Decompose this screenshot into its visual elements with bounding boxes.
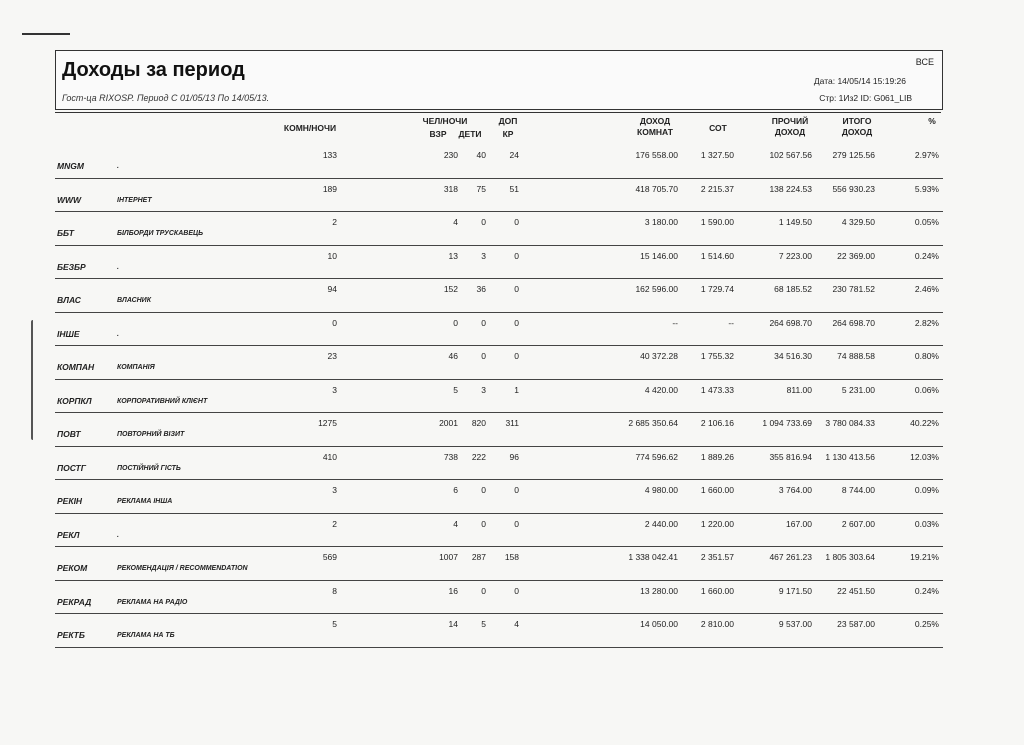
table-row bbox=[55, 379, 943, 414]
segment-code: РЕКРАД bbox=[57, 596, 92, 607]
table-row bbox=[55, 613, 943, 648]
extra-cell: 0 bbox=[514, 485, 519, 495]
report-subtitle: Гост-ца RIXOSP. Период С 01/05/13 По 14/05/13. bbox=[62, 93, 270, 103]
segment-code: ПОСТГ bbox=[57, 462, 86, 473]
room-revenue-cell: 40 372.28 bbox=[640, 351, 678, 361]
avg-cell: 1 660.00 bbox=[700, 485, 734, 495]
other-revenue-cell: 1 149.50 bbox=[778, 217, 812, 227]
adults-cell: 4 bbox=[453, 217, 458, 227]
total-revenue-cell: 22 451.50 bbox=[837, 585, 875, 596]
other-revenue-cell: 264 698.70 bbox=[769, 317, 812, 328]
col-person-nights: ЧЕЛ/НОЧИ bbox=[422, 116, 468, 126]
percent-cell: 2.82% bbox=[914, 317, 939, 328]
extra-cell: 0 bbox=[514, 217, 519, 227]
percent-cell: 0.03% bbox=[914, 518, 939, 529]
report-title: Доходы за период bbox=[62, 59, 245, 81]
avg-cell: 1 755.32 bbox=[700, 351, 734, 361]
other-revenue-cell: 102 567.56 bbox=[769, 150, 812, 160]
extra-cell: 311 bbox=[505, 418, 519, 428]
segment-code: ББТ bbox=[57, 228, 74, 238]
table-row bbox=[55, 211, 943, 246]
percent-cell: 5.93% bbox=[914, 183, 939, 194]
segment-code: КОМПАН bbox=[57, 362, 95, 372]
adults-cell: 152 bbox=[443, 284, 458, 294]
extra-cell: 96 bbox=[509, 451, 519, 462]
adults-cell: 46 bbox=[448, 351, 458, 361]
extra-cell: 0 bbox=[514, 585, 519, 596]
percent-cell: 0.24% bbox=[914, 585, 939, 596]
avg-cell: 1 590.00 bbox=[700, 217, 734, 227]
avg-cell: 2 810.00 bbox=[700, 619, 734, 629]
segment-name: РЕКЛАМА ІНША bbox=[117, 498, 173, 505]
avg-cell: 1 889.26 bbox=[700, 451, 734, 462]
col-room-revenue-bottom: КОМНАТ bbox=[637, 127, 673, 137]
percent-cell: 0.24% bbox=[914, 250, 939, 261]
segment-code: ІНШЕ bbox=[57, 328, 80, 339]
children-cell: 0 bbox=[481, 217, 486, 227]
room-nights-cell: 1275 bbox=[318, 418, 337, 428]
adults-cell: 16 bbox=[448, 585, 458, 596]
segment-code: БЕЗБР bbox=[57, 261, 86, 272]
other-revenue-cell: 9 537.00 bbox=[778, 619, 812, 629]
extra-cell: 0 bbox=[514, 250, 519, 261]
segment-name: КОМПАНІЯ bbox=[117, 364, 155, 371]
children-cell: 0 bbox=[481, 351, 486, 361]
table-row bbox=[55, 479, 943, 514]
avg-cell: 1 220.00 bbox=[700, 518, 734, 529]
segment-name: РЕКЛАМА НА ТБ bbox=[117, 632, 175, 639]
segment-name: . bbox=[117, 330, 119, 338]
extra-cell: 4 bbox=[514, 619, 519, 629]
total-revenue-cell: 1 130 413.56 bbox=[825, 451, 875, 462]
table-row bbox=[55, 580, 943, 615]
adults-cell: 13 bbox=[448, 250, 458, 261]
room-nights-cell: 133 bbox=[322, 150, 337, 160]
room-nights-cell: 3 bbox=[332, 485, 337, 495]
other-revenue-cell: 467 261.23 bbox=[769, 552, 812, 562]
room-revenue-cell: 4 420.00 bbox=[644, 384, 678, 395]
segment-code: РЕКЛ bbox=[57, 529, 80, 540]
segment-code: MNGM bbox=[57, 161, 84, 171]
segment-name: ПОСТІЙНИЙ ГІСТЬ bbox=[117, 464, 181, 472]
percent-cell: 0.09% bbox=[914, 485, 939, 495]
total-revenue-cell: 5 231.00 bbox=[841, 384, 875, 395]
total-revenue-cell: 74 888.58 bbox=[837, 351, 875, 361]
col-room-nights: КОМН/НОЧИ bbox=[283, 123, 337, 133]
table-row bbox=[55, 144, 943, 179]
children-cell: 820 bbox=[471, 418, 486, 428]
children-cell: 222 bbox=[471, 451, 486, 462]
room-revenue-cell: 418 705.70 bbox=[635, 183, 678, 194]
room-revenue-cell: 3 180.00 bbox=[644, 217, 678, 227]
segment-code: WWW bbox=[57, 194, 82, 205]
room-nights-cell: 3 bbox=[332, 384, 337, 395]
col-extra-top: ДОП bbox=[498, 116, 518, 126]
col-other-top: ПРОЧИЙ bbox=[771, 116, 809, 126]
percent-cell: 0.80% bbox=[914, 351, 939, 361]
table-row bbox=[55, 178, 943, 213]
avg-cell: 2 106.16 bbox=[700, 418, 734, 428]
children-cell: 287 bbox=[471, 552, 486, 562]
other-revenue-cell: 811.00 bbox=[786, 384, 812, 395]
room-revenue-cell: -- bbox=[672, 317, 678, 328]
children-cell: 0 bbox=[481, 585, 486, 596]
avg-cell: 1 729.74 bbox=[700, 284, 734, 294]
room-nights-cell: 5 bbox=[332, 619, 337, 629]
room-revenue-cell: 774 596.62 bbox=[635, 451, 678, 462]
segment-code: РЕКТБ bbox=[57, 630, 85, 640]
room-revenue-cell: 176 558.00 bbox=[635, 150, 678, 160]
report-header bbox=[55, 50, 943, 110]
adults-cell: 230 bbox=[443, 150, 458, 160]
other-revenue-cell: 1 094 733.69 bbox=[762, 418, 812, 428]
filter-label: ВСЕ bbox=[915, 57, 934, 67]
adults-cell: 1007 bbox=[439, 552, 458, 562]
percent-cell: 0.06% bbox=[914, 384, 939, 395]
total-revenue-cell: 23 587.00 bbox=[837, 619, 875, 629]
percent-cell: 12.03% bbox=[910, 451, 939, 462]
children-cell: 0 bbox=[481, 317, 486, 328]
table-row bbox=[55, 546, 943, 581]
report-date: Дата: 14/05/14 15:19:26 bbox=[813, 76, 906, 86]
room-revenue-cell: 2 685 350.64 bbox=[628, 418, 678, 428]
other-revenue-cell: 3 764.00 bbox=[778, 485, 812, 495]
other-revenue-cell: 167.00 bbox=[786, 518, 812, 529]
col-other-bottom: ДОХОД bbox=[774, 127, 806, 137]
segment-code: РЕКІН bbox=[57, 496, 83, 506]
extra-cell: 1 bbox=[514, 384, 519, 395]
extra-cell: 0 bbox=[514, 317, 519, 328]
children-cell: 3 bbox=[481, 250, 486, 261]
children-cell: 0 bbox=[481, 485, 486, 495]
avg-cell: 1 514.60 bbox=[700, 250, 734, 261]
adults-cell: 318 bbox=[443, 183, 458, 194]
room-nights-cell: 10 bbox=[327, 250, 337, 261]
room-nights-cell: 2 bbox=[332, 217, 337, 227]
children-cell: 36 bbox=[476, 284, 486, 294]
extra-cell: 24 bbox=[509, 150, 519, 160]
col-percent: % bbox=[928, 116, 936, 126]
room-nights-cell: 2 bbox=[332, 518, 337, 529]
adults-cell: 0 bbox=[453, 317, 458, 328]
segment-code: ВЛАС bbox=[57, 295, 81, 305]
total-revenue-cell: 264 698.70 bbox=[832, 317, 875, 328]
col-extra-bottom: КР bbox=[502, 129, 514, 139]
room-revenue-cell: 14 050.00 bbox=[640, 619, 678, 629]
segment-code: РЕКОМ bbox=[57, 563, 88, 573]
extra-cell: 51 bbox=[509, 183, 519, 194]
segment-name: КОРПОРАТИВНИЙ КЛІЄНТ bbox=[117, 397, 208, 405]
children-cell: 75 bbox=[476, 183, 486, 194]
avg-cell: 2 215.37 bbox=[700, 183, 734, 194]
adults-cell: 4 bbox=[453, 518, 458, 529]
total-revenue-cell: 1 805 303.64 bbox=[825, 552, 875, 562]
segment-name: ПОВТОРНИЙ ВІЗИТ bbox=[117, 431, 185, 438]
adults-cell: 5 bbox=[453, 384, 458, 395]
avg-cell: 1 473.33 bbox=[700, 384, 734, 395]
page-corner-mark bbox=[22, 33, 70, 35]
room-nights-cell: 410 bbox=[322, 451, 337, 462]
table-row bbox=[55, 245, 943, 280]
total-revenue-cell: 22 369.00 bbox=[837, 250, 875, 261]
percent-cell: 0.25% bbox=[914, 619, 939, 629]
table-row bbox=[55, 446, 943, 481]
other-revenue-cell: 7 223.00 bbox=[778, 250, 812, 261]
percent-cell: 0.05% bbox=[914, 217, 939, 227]
col-total-bottom: ДОХОД bbox=[841, 127, 873, 137]
table-row bbox=[55, 412, 943, 447]
extra-cell: 0 bbox=[514, 284, 519, 294]
room-revenue-cell: 13 280.00 bbox=[640, 585, 678, 596]
room-nights-cell: 23 bbox=[327, 351, 337, 361]
other-revenue-cell: 9 171.50 bbox=[778, 585, 812, 596]
total-revenue-cell: 8 744.00 bbox=[841, 485, 875, 495]
segment-name: БІЛБОРДИ ТРУСКАВЕЦЬ bbox=[117, 230, 204, 237]
adults-cell: 738 bbox=[443, 451, 458, 462]
col-total-top: ИТОГО bbox=[842, 116, 872, 126]
segment-name: ВЛАСНИК bbox=[117, 297, 152, 304]
avg-cell: -- bbox=[728, 317, 734, 328]
total-revenue-cell: 279 125.56 bbox=[832, 150, 875, 160]
percent-cell: 19.21% bbox=[910, 552, 939, 562]
extra-cell: 0 bbox=[514, 518, 519, 529]
room-nights-cell: 8 bbox=[332, 585, 337, 596]
room-revenue-cell: 1 338 042.41 bbox=[628, 552, 678, 562]
extra-cell: 0 bbox=[514, 351, 519, 361]
avg-cell: 2 351.57 bbox=[700, 552, 734, 562]
percent-cell: 2.97% bbox=[914, 150, 939, 160]
segment-name: . bbox=[117, 163, 119, 170]
room-revenue-cell: 162 596.00 bbox=[635, 284, 678, 294]
other-revenue-cell: 68 185.52 bbox=[774, 284, 812, 294]
binding-mark bbox=[31, 320, 36, 440]
other-revenue-cell: 138 224.53 bbox=[769, 183, 812, 194]
col-room-revenue-top: ДОХОД bbox=[639, 116, 671, 126]
col-avg: СОТ bbox=[709, 123, 727, 133]
segment-code: ПОВТ bbox=[57, 429, 81, 439]
avg-cell: 1 660.00 bbox=[700, 585, 734, 596]
table-row bbox=[55, 345, 943, 380]
segment-code: КОРПКЛ bbox=[57, 395, 92, 406]
total-revenue-cell: 3 780 084.33 bbox=[825, 418, 875, 428]
adults-cell: 14 bbox=[448, 619, 458, 629]
other-revenue-cell: 355 816.94 bbox=[769, 451, 812, 462]
segment-name: ІНТЕРНЕТ bbox=[117, 196, 152, 204]
extra-cell: 158 bbox=[504, 552, 519, 562]
segment-name: . bbox=[117, 531, 119, 539]
room-nights-cell: 0 bbox=[332, 317, 337, 328]
avg-cell: 1 327.50 bbox=[700, 150, 734, 160]
segment-name: . bbox=[117, 263, 119, 271]
col-adults: ВЗР bbox=[429, 129, 447, 139]
page-info: Стр: 1Из2 ID: G061_LIB bbox=[819, 93, 912, 103]
room-nights-cell: 189 bbox=[322, 183, 337, 194]
table-row bbox=[55, 513, 943, 548]
children-cell: 5 bbox=[481, 619, 486, 629]
room-revenue-cell: 2 440.00 bbox=[644, 518, 678, 529]
children-cell: 40 bbox=[476, 150, 486, 160]
adults-cell: 6 bbox=[453, 485, 458, 495]
table-top-rule bbox=[55, 112, 941, 113]
segment-name: РЕКЛАМА НА РАДІО bbox=[117, 598, 188, 606]
children-cell: 0 bbox=[481, 518, 486, 529]
total-revenue-cell: 230 781.52 bbox=[832, 284, 875, 294]
adults-cell: 2001 bbox=[439, 418, 458, 428]
room-revenue-cell: 15 146.00 bbox=[640, 250, 678, 261]
room-nights-cell: 94 bbox=[327, 284, 337, 294]
col-children: ДЕТИ bbox=[458, 129, 482, 139]
room-nights-cell: 569 bbox=[322, 552, 337, 562]
table-row bbox=[55, 278, 943, 313]
table-row bbox=[55, 312, 943, 347]
other-revenue-cell: 34 516.30 bbox=[774, 351, 812, 361]
total-revenue-cell: 4 329.50 bbox=[841, 217, 875, 227]
total-revenue-cell: 556 930.23 bbox=[832, 183, 875, 194]
percent-cell: 40.22% bbox=[910, 418, 939, 428]
total-revenue-cell: 2 607.00 bbox=[841, 518, 875, 529]
room-revenue-cell: 4 980.00 bbox=[644, 485, 678, 495]
segment-name: РЕКОМЕНДАЦІЯ / RECOMMENDATION bbox=[117, 565, 248, 572]
percent-cell: 2.46% bbox=[914, 284, 939, 294]
children-cell: 3 bbox=[481, 384, 486, 395]
